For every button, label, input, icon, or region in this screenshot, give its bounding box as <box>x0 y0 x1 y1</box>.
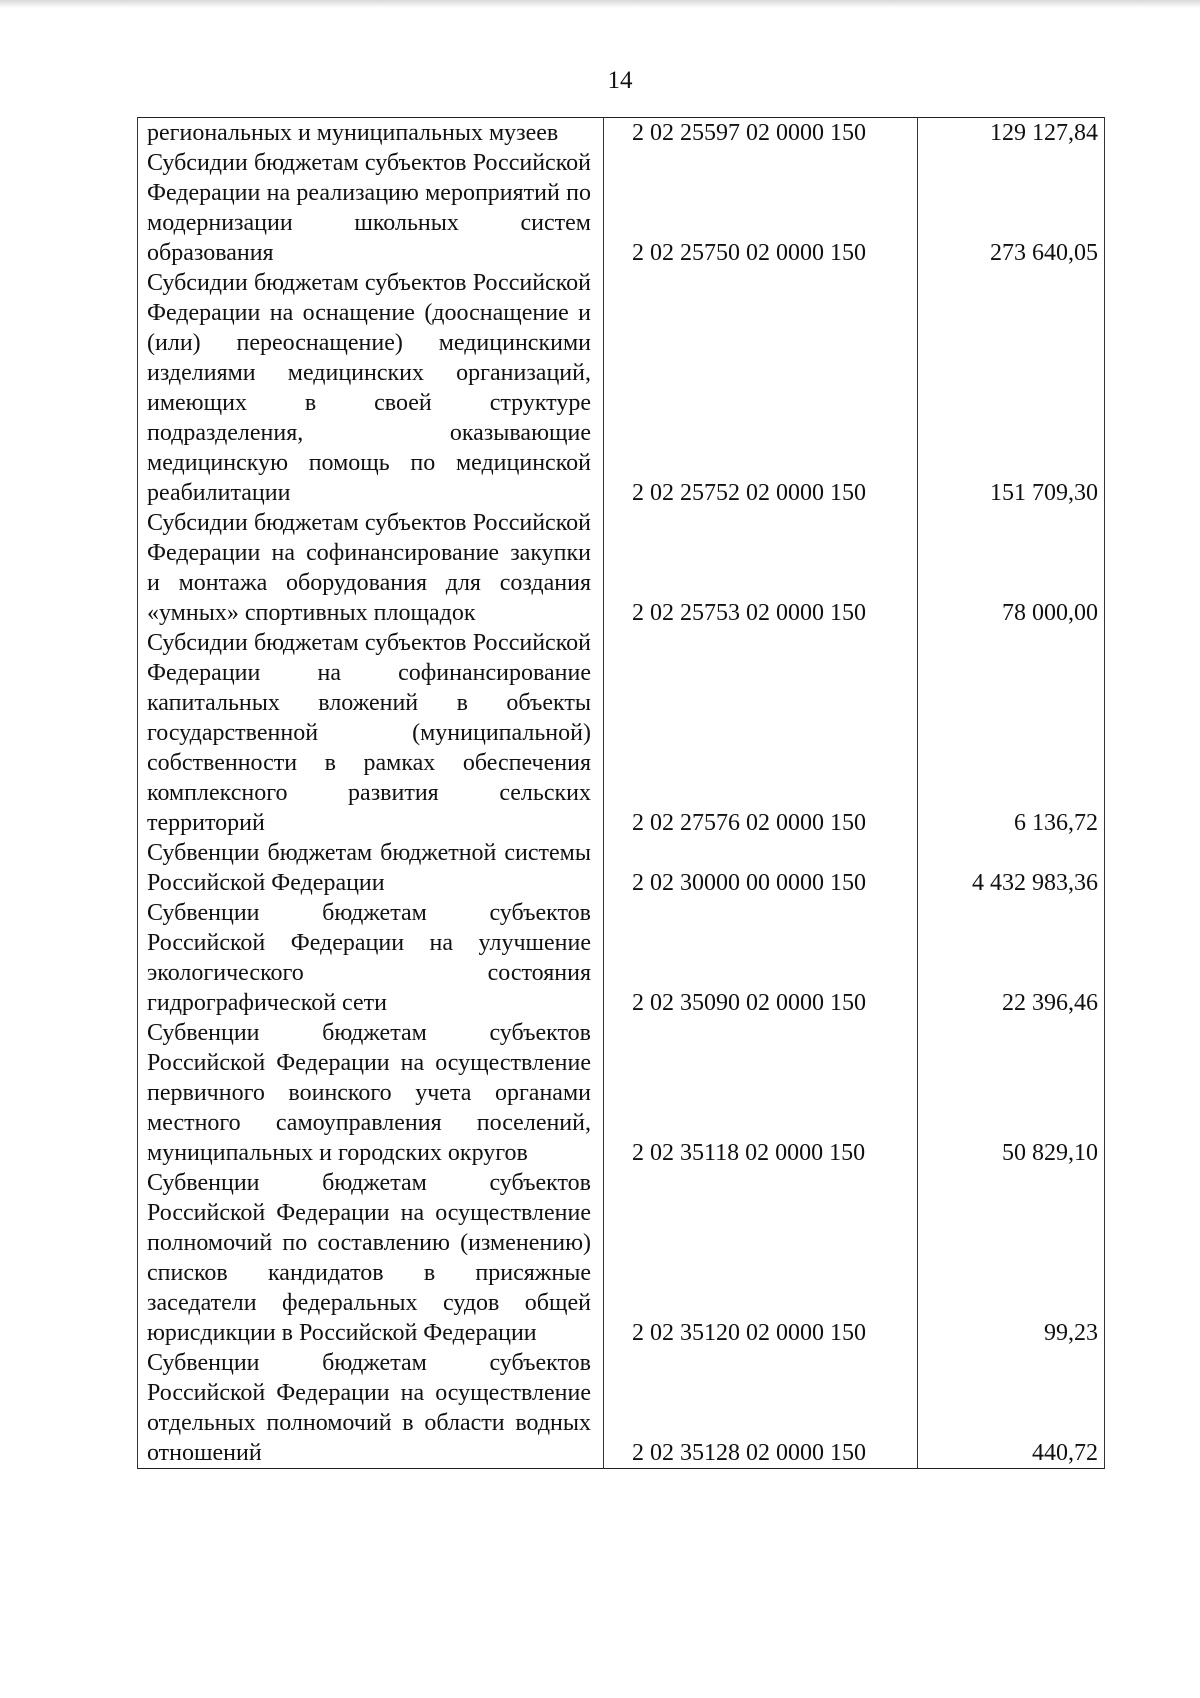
table-row <box>138 1348 1105 1469</box>
table-row <box>138 268 1105 508</box>
table-row <box>138 1168 1105 1348</box>
revenue-name: Субвенции бюджетам субъектов Российской Федерации на осуществление первичного воинского учета органами местного самоуправления поселений, муниципальных и городских округов <box>138 1018 604 1168</box>
table-row <box>138 838 1105 898</box>
amount: 6 136,72 <box>918 628 1105 838</box>
budget-code: 2 02 25597 02 0000 150 <box>604 118 918 149</box>
budget-code: 2 02 35090 02 0000 150 <box>604 898 918 1018</box>
table-row <box>138 508 1105 628</box>
amount: 78 000,00 <box>918 508 1105 628</box>
amount: 273 640,05 <box>918 148 1105 268</box>
budget-code: 2 02 35120 02 0000 150 <box>604 1168 918 1348</box>
revenue-name: Субвенции бюджетам бюджетной системы Российской Федерации <box>138 838 604 898</box>
table-row <box>138 118 1105 149</box>
table-row <box>138 898 1105 1018</box>
revenue-name: Субсидии бюджетам субъектов Российской Федерации на софинансирование закупки и монтажа оборудования для создания «умных» спортивных площадок <box>138 508 604 628</box>
amount: 99,23 <box>918 1168 1105 1348</box>
table-row <box>138 1018 1105 1168</box>
budget-revenue-table <box>137 117 1105 1469</box>
revenue-name: Субвенции бюджетам субъектов Российской Федерации на улучшение экологического состояния гидрографической сети <box>138 898 604 1018</box>
table-row <box>138 148 1105 268</box>
revenue-name: Субсидии бюджетам субъектов Российской Федерации на оснащение (дооснащение и (или) переоснащение) медицинскими изделиями медицинских организаций, имеющих в своей структуре подразделения, оказывающие медицинскую помощь по медицинской реабилитации <box>138 268 604 508</box>
budget-code: 2 02 25750 02 0000 150 <box>604 148 918 268</box>
scan-edge-shadow <box>0 0 1200 8</box>
amount: 151 709,30 <box>918 268 1105 508</box>
amount: 129 127,84 <box>918 118 1105 149</box>
amount: 440,72 <box>918 1348 1105 1469</box>
amount: 50 829,10 <box>918 1018 1105 1168</box>
revenue-name: Субвенции бюджетам субъектов Российской Федерации на осуществление полномочий по составлению (изменению) списков кандидатов в присяжные заседатели федеральных судов общей юрисдикции в Российской Федерации <box>138 1168 604 1348</box>
budget-code: 2 02 30000 00 0000 150 <box>604 838 918 898</box>
budget-code: 2 02 35128 02 0000 150 <box>604 1348 918 1469</box>
table-row <box>138 628 1105 838</box>
revenue-name: региональных и муниципальных музеев <box>138 118 604 149</box>
amount: 22 396,46 <box>918 898 1105 1018</box>
budget-code: 2 02 25753 02 0000 150 <box>604 508 918 628</box>
amount: 4 432 983,36 <box>918 838 1105 898</box>
revenue-name: Субвенции бюджетам субъектов Российской Федерации на осуществление отдельных полномочий в области водных отношений <box>138 1348 604 1469</box>
page-number: 14 <box>607 67 633 94</box>
budget-code: 2 02 35118 02 0000 150 <box>604 1018 918 1168</box>
budget-code: 2 02 27576 02 0000 150 <box>604 628 918 838</box>
budget-code: 2 02 25752 02 0000 150 <box>604 268 918 508</box>
revenue-name: Субсидии бюджетам субъектов Российской Федерации на реализацию мероприятий по модернизации школьных систем образования <box>138 148 604 268</box>
revenue-name: Субсидии бюджетам субъектов Российской Федерации на софинансирование капитальных вложений в объекты государственной (муниципальной) собственности в рамках обеспечения комплексного развития сельских территорий <box>138 628 604 838</box>
